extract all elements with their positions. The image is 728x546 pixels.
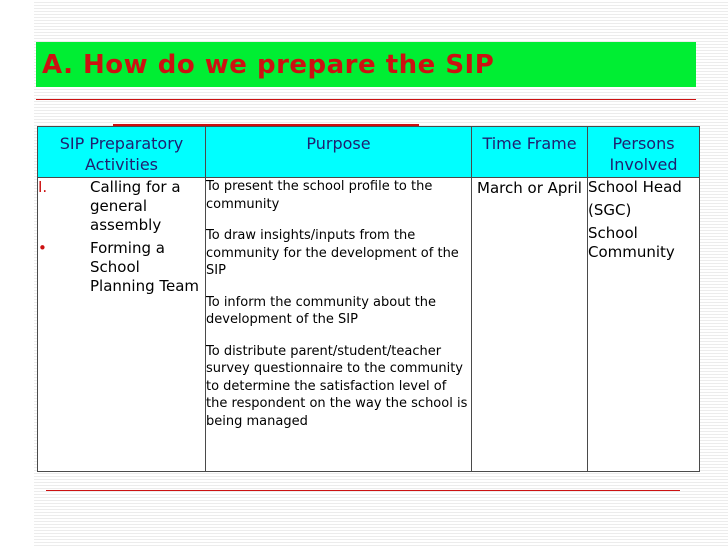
purpose-item: To draw insights/inputs from the community for the development of the SIP: [206, 228, 459, 278]
bullet-icon: •: [38, 239, 47, 257]
time-frame-value: March or April: [477, 179, 582, 197]
header-activities: SIP Preparatory Activities: [38, 127, 206, 178]
header-persons-involved: Persons Involved: [588, 127, 700, 178]
purpose-item: To distribute parent/student/teacher survey questionnaire to the community to determine the satisfaction level of the respondent on the way the school is being managed: [206, 343, 468, 429]
persons-cell: [588, 178, 700, 472]
bottom-rule: [46, 490, 680, 491]
activity-item: [38, 239, 205, 296]
time-frame-cell: [472, 178, 588, 472]
activity-text: Calling for a general assembly: [90, 178, 181, 234]
header-time-frame: Time Frame: [472, 127, 588, 178]
roman-numeral-marker: I.: [38, 178, 48, 196]
activity-text: Forming a School Planning Team: [90, 239, 200, 295]
activity-item: [38, 178, 205, 235]
table-header-row: [38, 127, 700, 178]
left-margin-strip: [0, 0, 34, 546]
person-item: School Community: [588, 224, 675, 261]
header-purpose: Purpose: [206, 127, 472, 178]
purpose-item: To inform the community about the development of the SIP: [206, 294, 436, 327]
purpose-cell: [206, 178, 472, 472]
title-underline: [36, 99, 696, 100]
person-item: (SGC): [588, 201, 632, 219]
slide-title: A. How do we prepare the SIP: [42, 50, 495, 80]
purpose-item: To present the school profile to the community: [206, 179, 433, 212]
sip-table: [37, 126, 700, 472]
table-row: [38, 178, 700, 472]
activities-cell: [38, 178, 206, 472]
title-bar: [36, 42, 696, 87]
person-item: School Head: [588, 178, 682, 196]
